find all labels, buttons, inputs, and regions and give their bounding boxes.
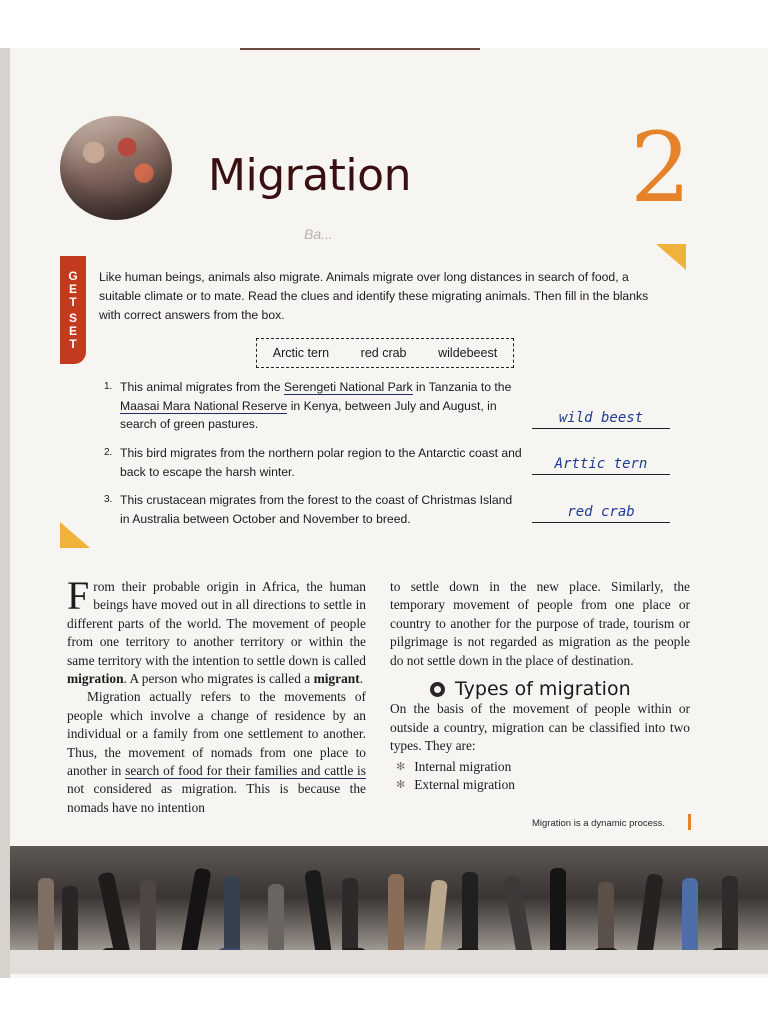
section-bullet-icon xyxy=(430,682,445,697)
corner-marker-top-right xyxy=(656,244,686,270)
clue-text: This animal migrates from the Serengeti National Park in Tanzania to the Maasai Mara National Reserve in Kenya, between July and August, in search of green pastures. xyxy=(120,380,512,431)
get-set-instructions: Like human beings, animals also migrate. Animals migrate over long distances in search of food, a suitable climate or to mate. Read the clues and identify these migrating animals. Then fill in the blanks with correct answers from the box. xyxy=(99,270,649,322)
answer-option: red crab xyxy=(360,346,407,360)
clue-number: 1. xyxy=(104,381,113,392)
pen-underline: search of food for their families and cattle is xyxy=(125,763,366,779)
list-item: ✻ External migration xyxy=(390,776,690,794)
term-migration: migration xyxy=(67,671,124,687)
paragraph-movements: Migration actually refers to the movements of people which involve a change of residence by an individual or a family from one settlement to another. Thus, the movement of nomads from one place to another in search of food for their families and cattle is not considered as migration. This is because the nomads have no intention xyxy=(67,689,366,815)
underlined-place: Serengeti National Park xyxy=(283,380,413,394)
answer-blank-2[interactable]: Arttic tern xyxy=(532,454,670,475)
get-set-letter: T xyxy=(69,336,77,351)
page-edge xyxy=(0,48,10,978)
list-item: ✻ Internal migration xyxy=(390,758,690,776)
paragraph-settle: to settle down in the new place. Similarly, the temporary movement of people from one place or country to another for the purpose of trade, tourism or pilgrimage is not regarded as migration as the people do not settle down in the place of destination. xyxy=(390,579,690,668)
clue-text: This crustacean migrates from the forest to the coast of Christmas Island in Australia between October and November to breed. xyxy=(120,493,513,526)
get-set-letter: E xyxy=(68,281,77,296)
chapter-title: Migration xyxy=(208,150,411,201)
footer-caption: Migration is a dynamic process. xyxy=(532,818,666,829)
clue-1 xyxy=(104,378,524,434)
body-column-left xyxy=(67,573,366,817)
clue-3 xyxy=(104,491,524,528)
answer-blank-3[interactable]: red crab xyxy=(532,502,670,523)
term-migrant: migrant xyxy=(313,671,360,687)
types-intro: On the basis of the movement of people within or outside a country, migration can be classified into two types. They are: xyxy=(390,701,690,754)
chapter-number: 2 xyxy=(630,112,692,224)
asterisk-icon: ✻ xyxy=(396,760,406,773)
get-set-letter: T xyxy=(69,294,77,309)
chapter-photo-people xyxy=(60,116,172,220)
get-set-letter: S xyxy=(68,310,77,325)
types-list xyxy=(390,758,690,795)
asterisk-icon: ✻ xyxy=(396,779,406,792)
crowd-walking-photo xyxy=(10,846,768,974)
pencil-note: Ba... xyxy=(304,226,333,242)
underlined-place: Maasai Mara National Reserve xyxy=(120,398,288,413)
types-heading: Types of migration xyxy=(430,680,690,698)
answer-option: Arctic tern xyxy=(272,346,330,360)
body-column-right xyxy=(390,578,690,794)
answer-option: wildebeest xyxy=(438,346,498,360)
drop-cap: F xyxy=(67,573,90,618)
clue-number: 2. xyxy=(104,447,113,458)
answer-blank-1[interactable]: wild beest xyxy=(532,408,670,429)
paragraph-intro: From their probable origin in Africa, the human beings have moved out in all directions to settle in different parts of the world. The movement of people from one territory to another territory or within the same territory with the intention to settle down is called migration. A person who migrates is called a migrant. xyxy=(67,573,366,687)
corner-marker-bottom-left xyxy=(60,522,90,548)
clue-number: 3. xyxy=(104,494,113,505)
answer-box xyxy=(256,338,514,368)
top-rule xyxy=(240,48,480,50)
get-set-tab xyxy=(60,256,86,364)
get-set-letter: E xyxy=(68,323,77,338)
clue-text: This bird migrates from the northern polar region to the Antarctic coast and back to escape the harsh winter. xyxy=(120,446,522,479)
clue-2 xyxy=(104,444,524,481)
footer-accent-bar xyxy=(688,814,691,830)
get-set-letter: G xyxy=(68,268,78,283)
